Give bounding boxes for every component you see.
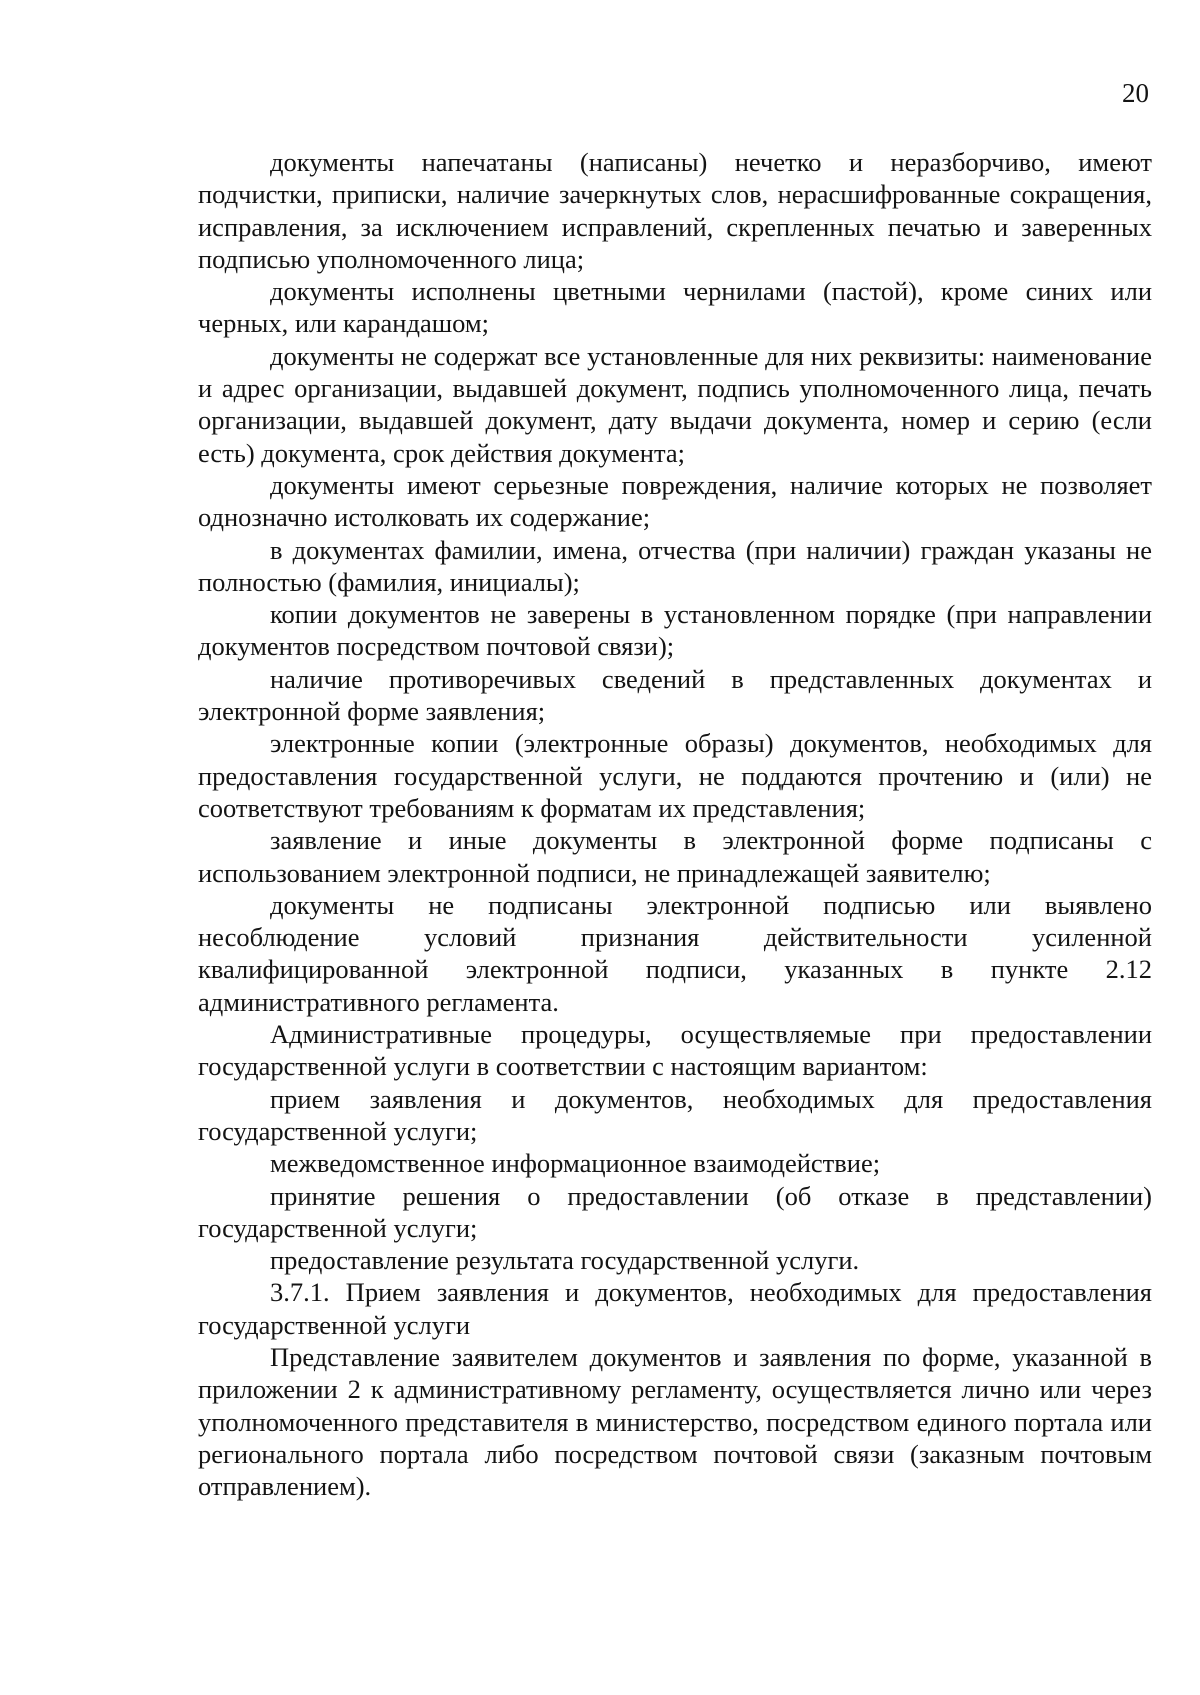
paragraph: электронные копии (электронные образы) документов, необходимых для предоставления государственной услуги, не поддаются прочтению и (или) не соответствуют требованиям к форматам их представления; bbox=[198, 728, 1152, 823]
section-heading: 3.7.1. Прием заявления и документов, необходимых для предоставления государственной услуги bbox=[198, 1277, 1152, 1340]
paragraph: документы напечатаны (написаны) нечетко и неразборчиво, имеют подчистки, приписки, наличие зачеркнутых слов, нерасшифрованные сокращения, исправления, за исключением исправлений, скрепленных печатью и заверенных подписью уполномоченного лица; bbox=[198, 147, 1152, 274]
paragraph: копии документов не заверены в установленном порядке (при направлении документов посредством почтовой связи); bbox=[198, 599, 1152, 662]
paragraph: в документах фамилии, имена, отчества (при наличии) граждан указаны не полностью (фамилия, инициалы); bbox=[198, 534, 1152, 597]
paragraph: принятие решения о предоставлении (об отказе в представлении) государственной услуги; bbox=[198, 1180, 1152, 1243]
paragraph: межведомственное информационное взаимодействие; bbox=[270, 1148, 881, 1179]
paragraph: прием заявления и документов, необходимых для предоставления государственной услуги; bbox=[198, 1083, 1152, 1146]
document-body bbox=[198, 146, 1152, 1502]
paragraph: документы не подписаны электронной подписью или выявлено несоблюдение условий признания действительности усиленной квалифицированной электронной подписи, указанных в пункте 2.12 административного регламента. bbox=[198, 889, 1152, 1017]
paragraph: наличие противоречивых сведений в представленных документах и электронной форме заявления; bbox=[198, 663, 1152, 727]
paragraph: Административные процедуры, осуществляемые при предоставлении государственной услуги в соответствии с настоящим вариантом: bbox=[198, 1019, 1152, 1082]
page-number: 20 bbox=[1122, 78, 1149, 108]
paragraph: документы не содержат все установленные для них реквизиты: наименование и адрес организации, выдавшей документ, подпись уполномоченного лица, печать организации, выдавшей документ, дату выдачи документа, номер и серию (если есть) документа, срок действия документа; bbox=[198, 340, 1152, 468]
paragraph: заявление и иные документы в электронной форме подписаны с использованием электронной подписи, не принадлежащей заявителю; bbox=[198, 825, 1152, 888]
paragraph: предоставление результата государственной услуги. bbox=[270, 1245, 860, 1276]
paragraph: документы имеют серьезные повреждения, наличие которых не позволяет однозначно истолковать их содержание; bbox=[198, 469, 1152, 533]
paragraph: документы исполнены цветными чернилами (пастой), кроме синих или черных, или карандашом; bbox=[198, 276, 1152, 339]
paragraph: Представление заявителем документов и заявления по форме, указанной в приложении 2 к административному регламенту, осуществляется лично или через уполномоченного представителя в министерство, посредством единого портала или регионального портала либо посредством почтовой связи (заказным почтовым отправлением). bbox=[198, 1341, 1152, 1502]
